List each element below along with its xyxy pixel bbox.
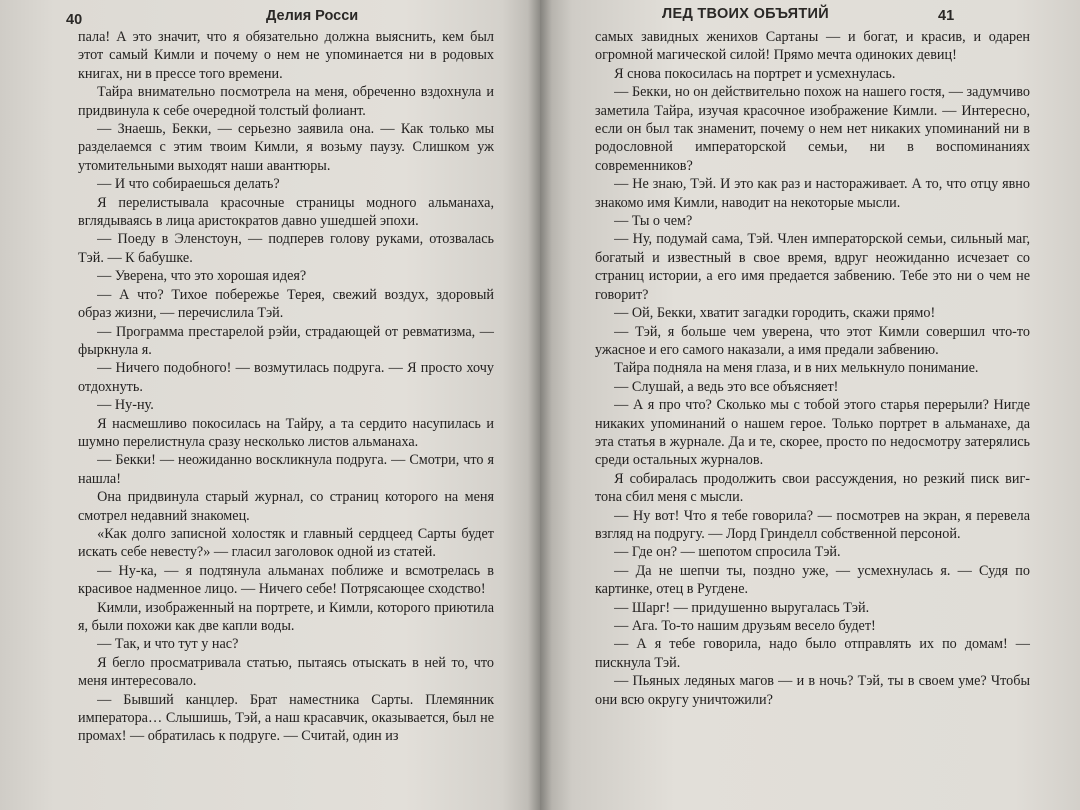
paragraph: «Как долго записной холостяк и главный сердцеед Сарты будет искать себе невесту?» — гласил заголовок одной из статей.	[78, 525, 494, 561]
paragraph: Я собиралась продолжить свои рассуждения, но резкий писк виг-тона сбил меня с мысли.	[595, 470, 1030, 506]
paragraph: — Пьяных ледяных магов — и в ночь? Тэй, ты в своем уме? Чтобы они всю округу уничтожили?	[595, 673, 1030, 708]
page-number: 40	[66, 12, 83, 28]
paragraph: — Тэй, я больше чем уверена, что этот Кимли совершил что-то ужасное и его самого наказали, а имя предали забвению.	[595, 323, 1030, 358]
paragraph: — Так, и что тут у нас?	[97, 636, 239, 653]
paragraph: — Ничего подобного! — возмутилась подруга. — Я просто хочу отдохнуть.	[78, 360, 494, 395]
paragraph: — А я тебе говорила, надо было отправлять их по домам! — пискнула Тэй.	[595, 636, 1030, 671]
paragraph: Кимли, изображенный на портрете, и Кимли, которого приютила я, были похожи как две капли воды.	[78, 599, 494, 634]
right-page-text	[595, 28, 1030, 709]
right-page-header	[540, 0, 1080, 28]
paragraph: — Поеду в Эленстоун, — подперев голову руками, отозвалась Тэй. — К бабушке.	[78, 231, 494, 266]
paragraph: самых завидных женихов Сартаны — и богат, и красив, и одарен огромной магической силой! Прямо мечта одиноких девиц!	[595, 29, 1030, 64]
paragraph: — Ну-ка, — я подтянула альманах поближе и всмотрелась в красивое надменное лицо. — Ничего себе! Потрясающее сходство!	[78, 562, 494, 598]
paragraph: — А я про что? Сколько мы с тобой этого старья перерыли? Нигде никаких упоминаний о нашем герое. Только портрет в альманахе, да эта статья в журнале. Да и те, скорее, просто по недосмотру затерялись среди остальных журналов.	[595, 397, 1030, 469]
paragraph: — Знаешь, Бекки, — серьезно заявила она. — Как только мы разделаемся с этим твоим Кимли, я возьму паузу. Слишком уж утомительными выходят наши авантюры.	[78, 121, 494, 174]
page-number: 41	[938, 8, 955, 24]
paragraph: Я бегло просматривала статью, пытаясь отыскать в ней то, что меня интересовало.	[78, 654, 494, 690]
left-page-header	[0, 0, 540, 28]
paragraph: — Уверена, что это хорошая идея?	[97, 268, 307, 285]
left-page-text	[78, 28, 494, 746]
paragraph: Я снова покосилась на портрет и усмехнулась.	[614, 65, 896, 82]
right-page	[540, 0, 1080, 810]
running-head-author: Делия Росси	[266, 8, 359, 24]
paragraph: — А что? Тихое побережье Терея, свежий воздух, здоровый образ жизни, — перечислила Тэй.	[78, 286, 494, 322]
paragraph: Я перелистывала красочные страницы модного альманаха, вглядываясь в лица аристократов давно ушедшей эпохи.	[78, 194, 494, 230]
paragraph: — Бекки, но он действительно похож на нашего гостя, — задумчиво заметила Тайра, изучая красочное изображение Кимли. — Интересно, если он был так знаменит, почему о нем нет никаких упоминаний ни в родословной императорской семьи, ни в воспоминаниях современников?	[595, 84, 1030, 174]
paragraph: Тайра внимательно посмотрела на меня, обреченно вздохнула и придвинула к себе очередной толстый фолиант.	[78, 84, 494, 119]
paragraph: — Ну вот! Что я тебе говорила? — посмотрев на экран, я перевела взгляд на подругу. — Лорд Гринделл собственной персоной.	[595, 507, 1030, 542]
paragraph: — Бекки! — неожиданно воскликнула подруга. — Смотри, что я нашла!	[78, 452, 494, 487]
paragraph: — Ага. То-то нашим друзьям весело будет!	[614, 618, 876, 634]
paragraph: — Слушай, а ведь это все объясняет!	[614, 378, 839, 395]
paragraph: — Ты о чем?	[614, 213, 693, 230]
paragraph: — И что собираешься делать?	[97, 176, 280, 193]
paragraph: — Где он? — шепотом спросила Тэй.	[614, 544, 841, 561]
paragraph: — Ну-ну.	[97, 397, 154, 414]
paragraph: — Программа престарелой рэйи, страдающей от ревматизма, — фыркнула я.	[78, 323, 494, 358]
paragraph: — Не знаю, Тэй. И это как раз и настораживает. А то, что отцу явно знакомо имя Кимли, наводит на некоторые мысли.	[595, 176, 1030, 211]
paragraph: — Ой, Бекки, хватит загадки городить, скажи прямо!	[614, 305, 936, 322]
paragraph: Она придвинула старый журнал, со страниц которого на меня смотрел недавний знакомец.	[78, 489, 494, 524]
paragraph: — Шарг! — придушенно выругалась Тэй.	[614, 599, 870, 616]
paragraph: — Бывший канцлер. Брат наместника Сарты. Племянник императора… Слышишь, Тэй, а наш красавчик, оказывается, был не промах! — обратилась к подруге. — Считай, один из	[78, 691, 494, 745]
paragraph: — Ну, подумай сама, Тэй. Член императорской семьи, сильный маг, богатый и известный в свое время, вдруг неожиданно исчезает со страниц истории, а его имя предается забвению. Тебе это ни о чем не говорит?	[595, 231, 1030, 303]
running-head-title: ЛЕД ТВОИХ ОБЪЯТИЙ	[662, 6, 829, 22]
paragraph: Я насмешливо покосилась на Тайру, а та сердито насупилась и шумно перелистнула сразу несколько листов альманаха.	[78, 415, 494, 450]
paragraph: Тайра подняла на меня глаза, и в них мелькнуло понимание.	[614, 360, 979, 377]
book-gutter	[528, 0, 552, 810]
paragraph: пала! А это значит, что я обязательно должна выяснить, кем был этот самый Кимли и почему о нем не упоминается ни в родовых книгах, ни в прессе того времени.	[78, 29, 494, 82]
paragraph: — Да не шепчи ты, поздно уже, — усмехнулась я. — Судя по картинке, отец в Ругдене.	[595, 562, 1030, 598]
